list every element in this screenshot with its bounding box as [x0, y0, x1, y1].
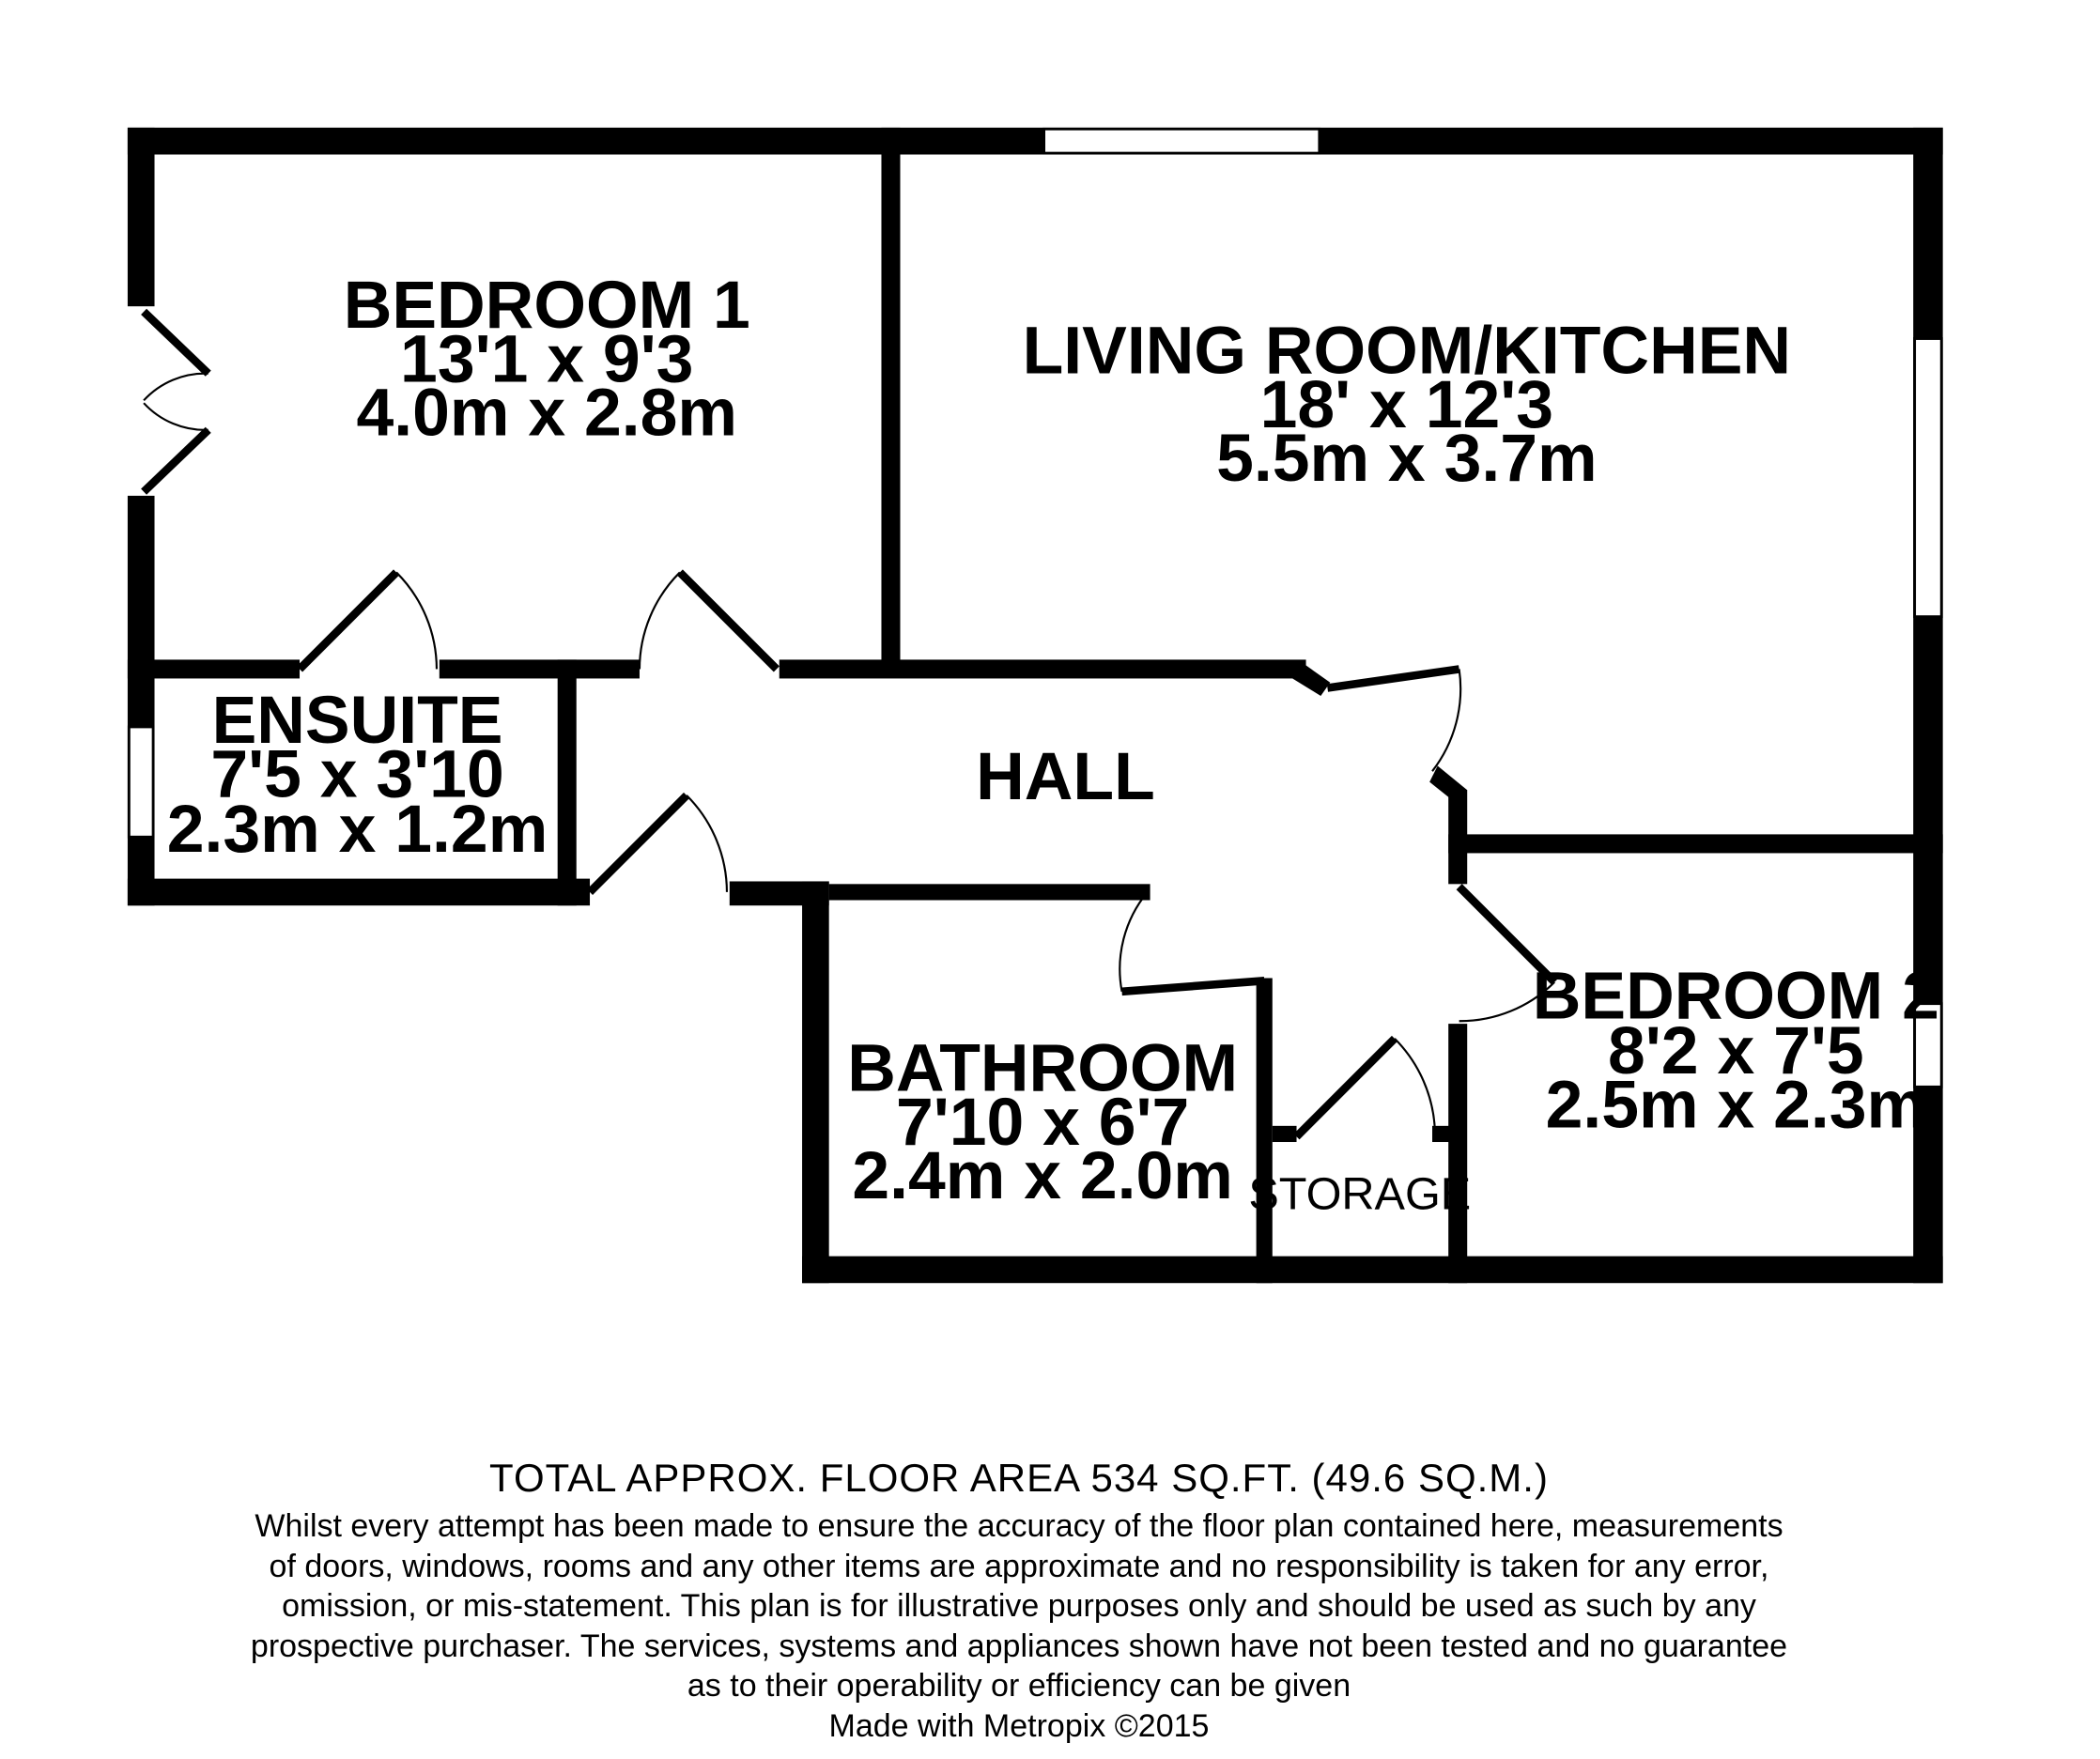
- wall-storage-stub-left: [1273, 1126, 1297, 1142]
- room-dimensions-metric: 2.5m x 2.3m: [1545, 1067, 1927, 1143]
- room-dimensions-imperial: 7'10 x 6'7: [895, 1084, 1190, 1160]
- room-dimensions-imperial: 13'1 x 9'3: [400, 321, 694, 397]
- door-entrance: [590, 795, 727, 892]
- room-dimensions-imperial: 8'2 x 7'5: [1608, 1013, 1864, 1089]
- room-bathroom: [847, 1031, 1238, 1213]
- wall-bedroom1-living: [881, 128, 900, 674]
- door-bedroom1-hall: [640, 572, 777, 669]
- window-top: [1044, 129, 1320, 153]
- window-living-right: [1915, 339, 1942, 617]
- room-storage: [1248, 1169, 1471, 1220]
- wall-hall-bottom-left: [730, 881, 829, 905]
- door-storage: [1297, 1039, 1435, 1136]
- room-dimensions-imperial: 18' x 12'3: [1259, 366, 1554, 442]
- total-floor-area: TOTAL APPROX. FLOOR AREA 534 SQ.FT. (49.6 SQ.M.): [489, 1456, 1549, 1500]
- room-dimensions-metric: 4.0m x 2.8m: [356, 375, 738, 451]
- wall-left-middle: [128, 496, 155, 905]
- room-bedroom2: [1533, 958, 1939, 1142]
- disclaimer: [174, 1506, 1864, 1706]
- room-ensuite: [167, 683, 548, 867]
- room-name: BEDROOM 2: [1532, 958, 1939, 1034]
- wall-hall-right-stub: [1448, 790, 1467, 884]
- wall-bathroom-left: [802, 881, 829, 1283]
- plan-walls: [128, 128, 1943, 1283]
- wall-storage-right: [1448, 1024, 1467, 1283]
- disclaimer-line: as to their operability or efficiency can be given: [687, 1668, 1351, 1704]
- room-name: BATHROOM: [847, 1030, 1239, 1106]
- door-living: [1327, 669, 1460, 771]
- wall-living-corner: [1292, 659, 1330, 696]
- room-name: HALL: [976, 739, 1155, 815]
- room-name: ENSUITE: [211, 683, 503, 759]
- room-dimensions-metric: 2.3m x 1.2m: [166, 792, 548, 868]
- door-bathroom: [1119, 892, 1264, 992]
- credit: Made with Metropix ©2015: [828, 1707, 1210, 1744]
- door-french-bedroom1: [144, 312, 208, 492]
- wall-bottom: [802, 1257, 1943, 1284]
- room-dimensions-metric: 2.4m x 2.0m: [852, 1138, 1233, 1214]
- room-bedroom1: [344, 268, 750, 450]
- wall-ensuite-right: [558, 659, 577, 905]
- wall-bedroom1-bottom-b: [440, 659, 640, 678]
- disclaimer-line: Whilst every attempt has been made to ensure the accuracy of the floor plan contained here, measurements: [255, 1508, 1783, 1544]
- disclaimer-line: prospective purchaser. The services, systems and appliances shown have not been tested and no guarantee: [250, 1628, 1788, 1664]
- window-ensuite: [129, 727, 153, 837]
- plan-footer: [250, 1454, 1788, 1746]
- room-name: LIVING ROOM/KITCHEN: [1022, 313, 1792, 389]
- wall-bathroom-right: [1257, 978, 1273, 1283]
- wall-top: [128, 128, 1943, 155]
- room-dimensions-metric: 5.5m x 3.7m: [1216, 421, 1598, 497]
- disclaimer-line: omission, or mis-statement. This plan is for illustrative purposes only and should be used as such by any: [282, 1588, 1756, 1624]
- room-name: BEDROOM 1: [343, 268, 750, 344]
- wall-bedroom2-top: [1448, 834, 1942, 853]
- wall-living-bottom: [780, 659, 1306, 678]
- wall-ensuite-bottom: [128, 879, 590, 906]
- room-living-kitchen: [1023, 314, 1791, 496]
- room-dimensions-imperial: 7'5 x 3'10: [210, 736, 504, 812]
- wall-left-upper: [128, 128, 155, 306]
- room-hall: [976, 739, 1155, 814]
- wall-bathroom-top: [829, 884, 1150, 900]
- wall-bedroom1-bottom-a: [128, 659, 300, 678]
- disclaimer-line: of doors, windows, rooms and any other items are approximate and no responsibility is taken for any error,: [269, 1548, 1769, 1584]
- door-ensuite: [300, 572, 437, 669]
- room-name: STORAGE: [1248, 1168, 1472, 1220]
